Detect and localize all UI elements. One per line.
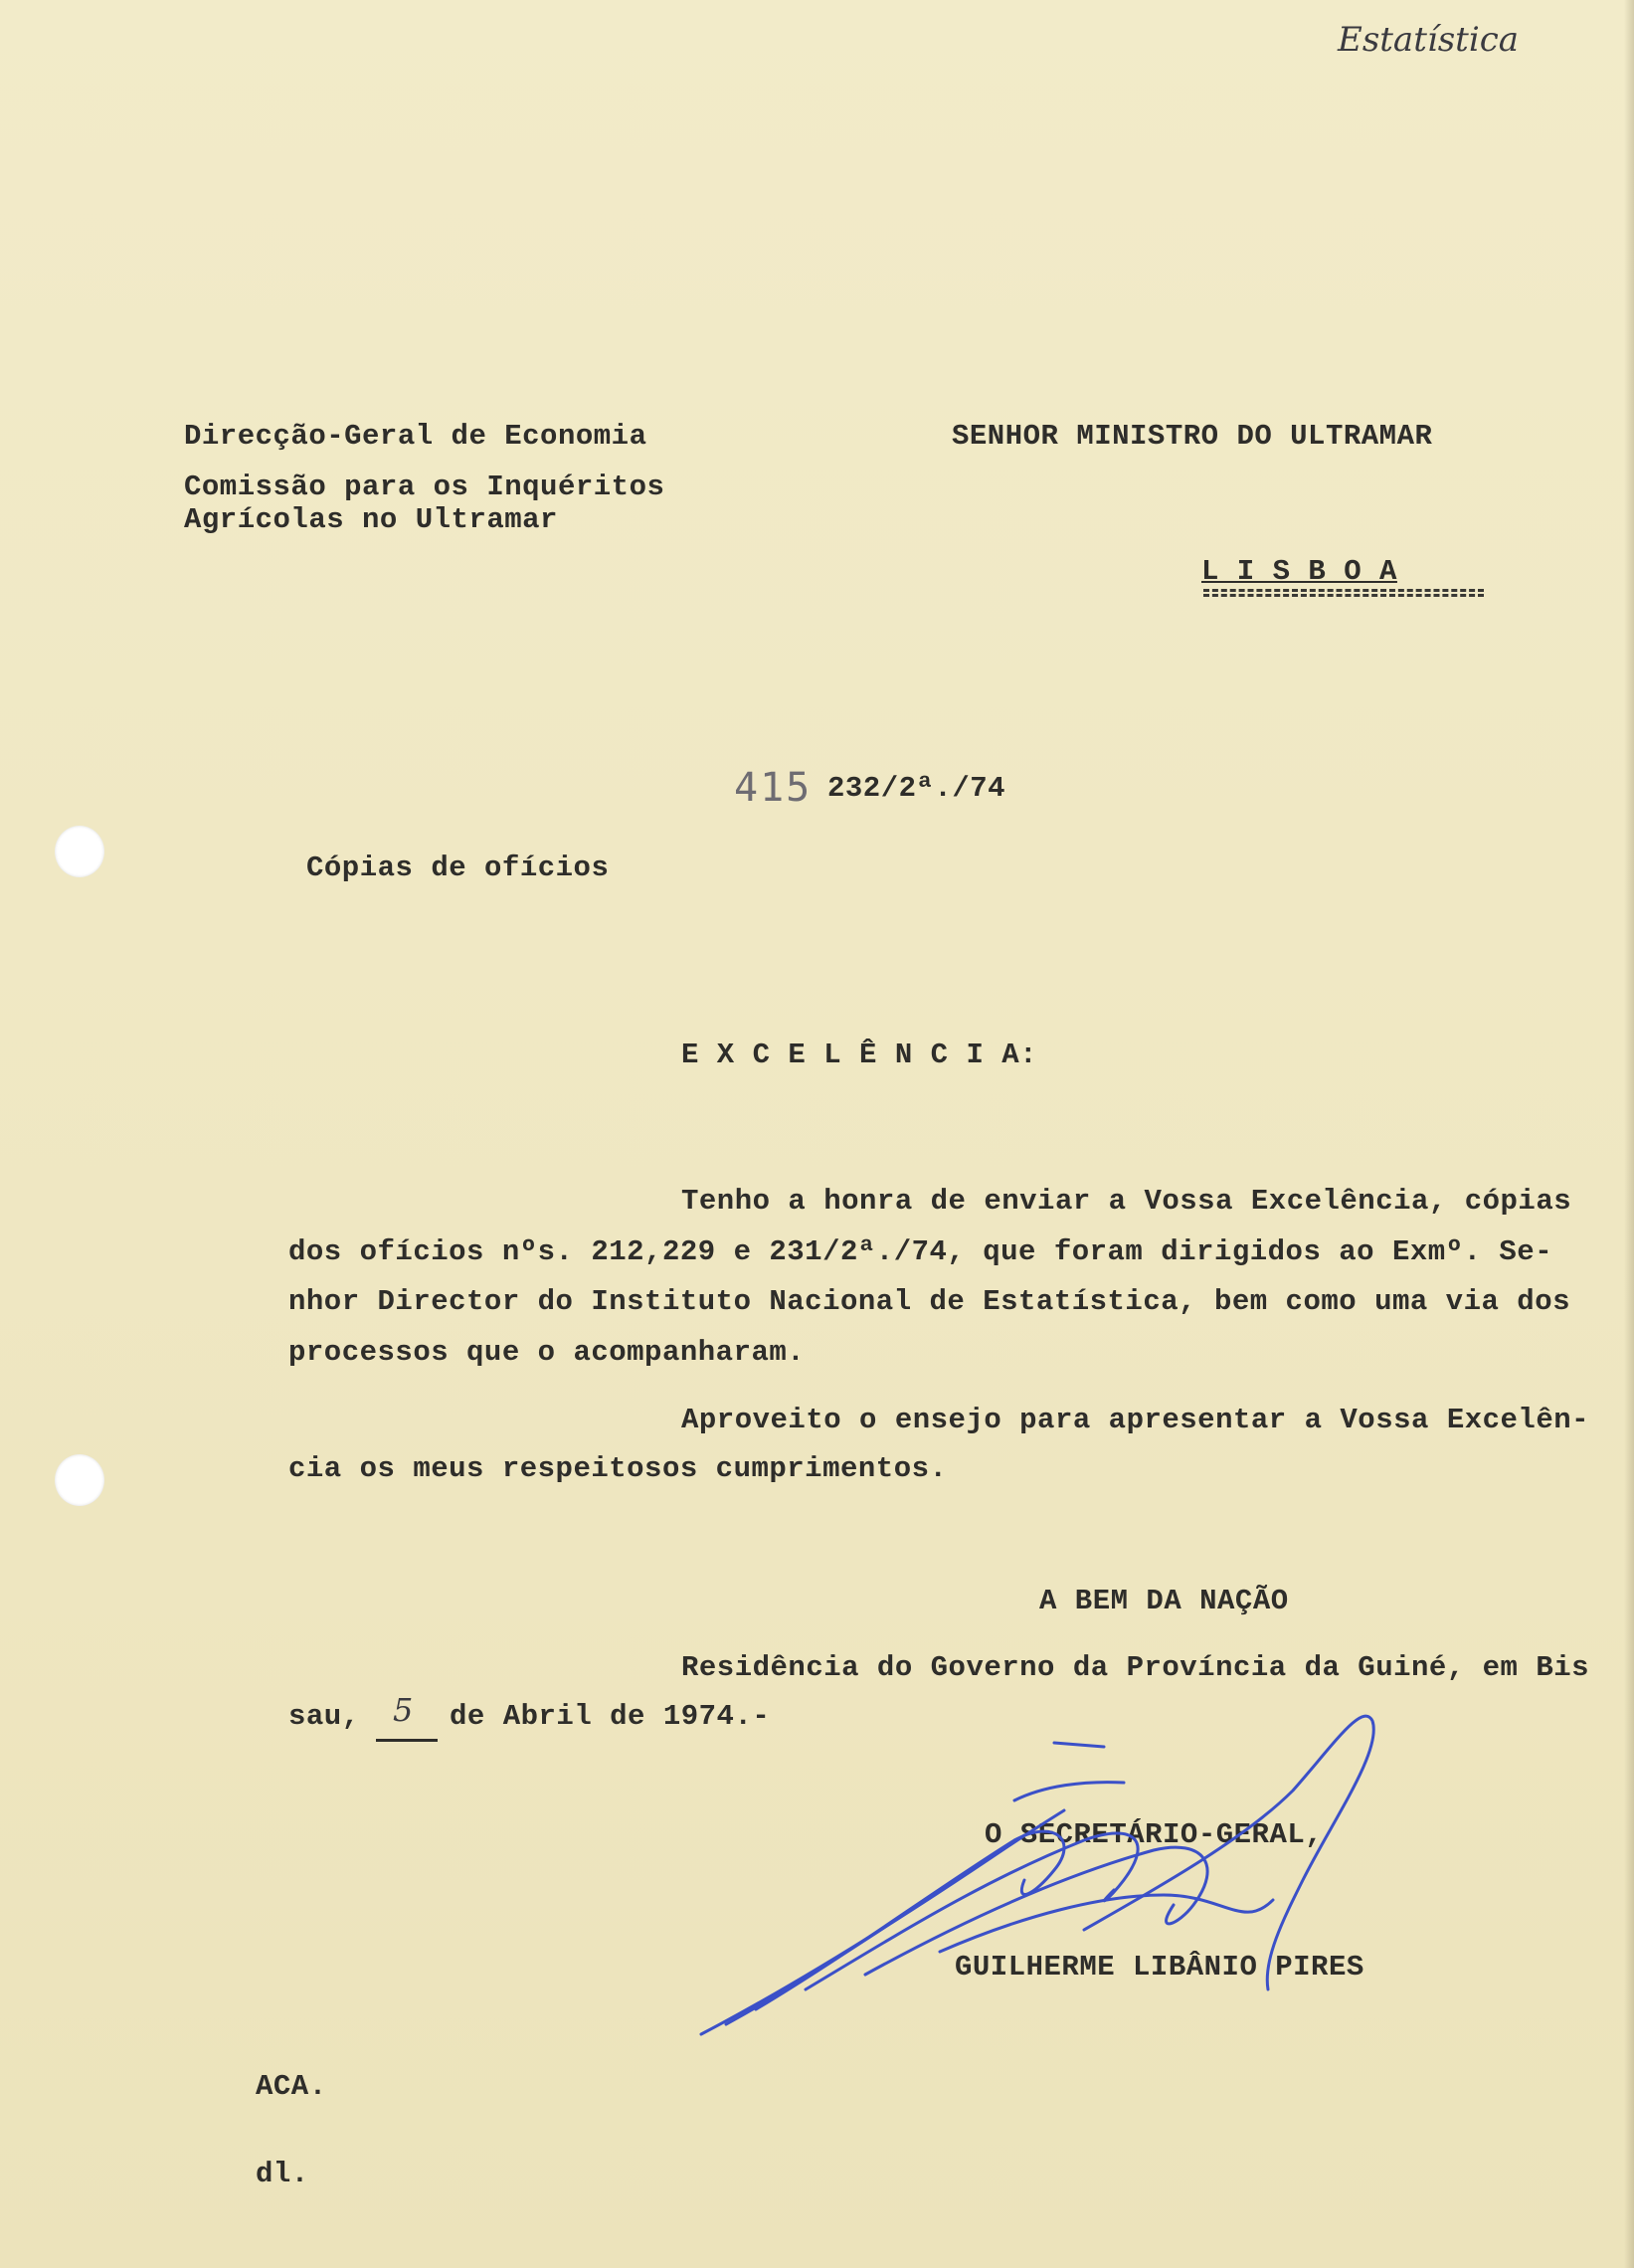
handwritten-signature — [686, 1691, 1402, 2059]
body-p1-line3: nhor Director do Instituto Nacional de Estatística, bem como uma via dos — [288, 1285, 1571, 1318]
signatory-name: GUILHERME LIBÂNIO PIRES — [955, 1951, 1364, 1984]
punch-hole-top — [55, 826, 104, 877]
recipient-city-underline — [1203, 589, 1484, 597]
sender-commission-line1: Comissão para os Inquéritos — [184, 471, 665, 503]
salutation: E X C E L Ê N C I A: — [681, 1039, 1038, 1071]
signatory-role: O SECRETÁRIO-GERAL, — [985, 1818, 1324, 1851]
recipient-title: SENHOR MINISTRO DO ULTRAMAR — [952, 420, 1433, 453]
paper-edge-shadow — [1624, 0, 1634, 2268]
reference-number: 232/2ª./74 — [827, 772, 1006, 805]
handwritten-annotation: Estatística — [1338, 20, 1520, 60]
body-p2-line1: Aproveito o ensejo para apresentar a Vossa Excelên- — [681, 1404, 1590, 1436]
closing-place-prefix: sau, — [288, 1700, 360, 1733]
sender-department: Direcção-Geral de Economia — [184, 420, 647, 453]
recipient-city: L I S B O A — [1201, 555, 1397, 588]
body-p2-line2: cia os meus respeitosos cumprimentos. — [288, 1452, 948, 1485]
body-p1-line2: dos ofícios nºs. 212,229 e 231/2ª./74, que foram dirigidos ao Exmº. Se- — [288, 1235, 1553, 1268]
punch-hole-bottom — [55, 1454, 104, 1506]
body-p1-line1: Tenho a honra de enviar a Vossa Excelência, cópias — [681, 1185, 1572, 1218]
sender-commission-line2: Agrícolas no Ultramar — [184, 503, 558, 536]
closing-place-line1: Residência do Governo da Província da Guiné, em Bis — [681, 1651, 1590, 1684]
footer-typist: dl. — [256, 2158, 309, 2190]
closing-place-suffix: de Abril de 1974.- — [450, 1700, 771, 1733]
reference-stamp-number: 415 — [734, 765, 813, 811]
closing-day-handwritten: 5 — [393, 1691, 414, 1729]
closing-day-underline — [376, 1739, 438, 1742]
subject-line: Cópias de ofícios — [306, 851, 610, 884]
footer-initials: ACA. — [256, 2070, 327, 2103]
closing-motto: A BEM DA NAÇÃO — [1039, 1585, 1289, 1617]
body-p1-line4: processos que o acompanharam. — [288, 1336, 806, 1369]
